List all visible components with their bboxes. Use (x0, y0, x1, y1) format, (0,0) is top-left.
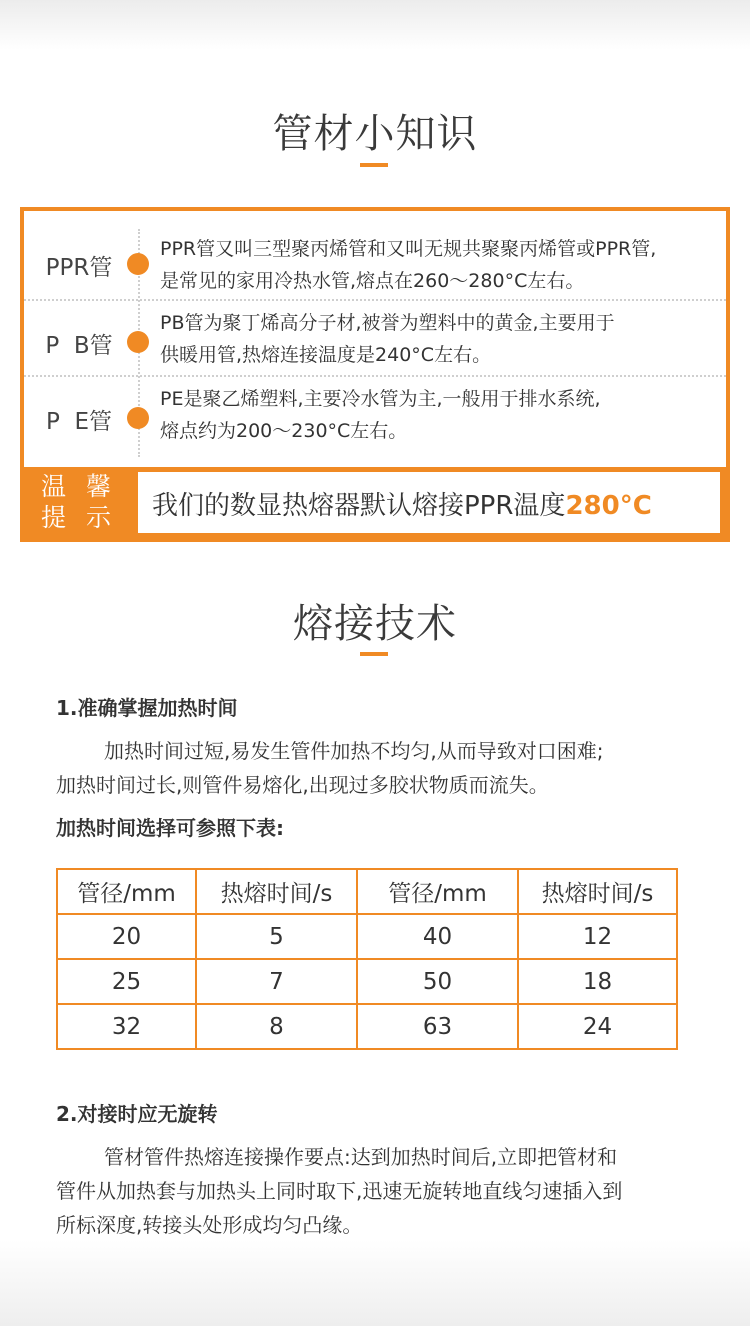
table-cell: 8 (196, 1004, 357, 1049)
tip-label: 温 馨 提 示 (41, 472, 117, 532)
section1-paragraph: 加热时间过短,易发生管件加热不均匀,从而导致对口困难; 加热时间过长,则管件易熔化,出现过多胶状物质而流失。 (56, 739, 604, 797)
table-header-cell: 管径/mm (57, 869, 196, 914)
table-cell: 24 (518, 1004, 677, 1049)
table-cell: 63 (357, 1004, 518, 1049)
table-cell: 32 (57, 1004, 196, 1049)
item-label: P E管 (45, 409, 113, 435)
item-label: PPR管 (45, 255, 113, 281)
table-cell: 18 (518, 959, 677, 1004)
section2-heading: 2.对接时应无旋转 (56, 1102, 218, 1126)
item-description: PPR管又叫三型聚丙烯管和又叫无规共聚聚丙烯管或PPR管, 是常见的家用冷热水管,熔点在260～280°C左右。 (160, 238, 657, 292)
table-row (57, 959, 677, 1004)
table-cell: 12 (518, 914, 677, 959)
table-cell: 50 (357, 959, 518, 1004)
table-header-row (57, 869, 677, 914)
table-cell: 20 (57, 914, 196, 959)
heating-time-table (56, 868, 678, 1050)
tip-temperature: 280°C (565, 491, 652, 521)
table-row (57, 1004, 677, 1049)
table-header-cell: 热熔时间/s (196, 869, 357, 914)
item-label: P B管 (45, 333, 113, 359)
bullet-dot-icon (127, 253, 149, 275)
title-underline (360, 652, 388, 656)
tip-content (138, 472, 720, 533)
table-header-cell: 热熔时间/s (518, 869, 677, 914)
table-cell: 40 (357, 914, 518, 959)
item-description: PB管为聚丁烯高分子材,被誉为塑料中的黄金,主要用于 供暖用管,热熔连接温度是240°C左右。 (160, 312, 615, 366)
row-divider (24, 375, 726, 377)
tip-text: 我们的数显热熔器默认熔接PPR温度280°C (152, 491, 652, 521)
title-underline (360, 163, 388, 167)
knowledge-box (20, 207, 730, 542)
table-row (57, 914, 677, 959)
section1-heading: 1.准确掌握加热时间 (56, 696, 238, 720)
table-cell: 7 (196, 959, 357, 1004)
table-cell: 5 (196, 914, 357, 959)
item-description: PE是聚乙烯塑料,主要冷水管为主,一般用于排水系统, 熔点约为200～230°C左右。 (160, 388, 601, 442)
table-note: 加热时间选择可参照下表: (56, 816, 284, 840)
knowledge-title: 管材小知识 (272, 111, 478, 157)
table-header-cell: 管径/mm (357, 869, 518, 914)
table-cell: 25 (57, 959, 196, 1004)
bullet-dot-icon (127, 407, 149, 429)
row-divider (24, 299, 726, 301)
technique-title: 熔接技术 (293, 601, 457, 647)
bullet-dot-icon (127, 331, 149, 353)
tip-bar (24, 467, 726, 538)
section2-paragraph: 管材管件热熔连接操作要点:达到加热时间后,立即把管材和 管件从加热套与加热头上同时取下,迅速无旋转地直线匀速插入到 所标深度,转接头处形成均匀凸缘。 (56, 1145, 623, 1237)
